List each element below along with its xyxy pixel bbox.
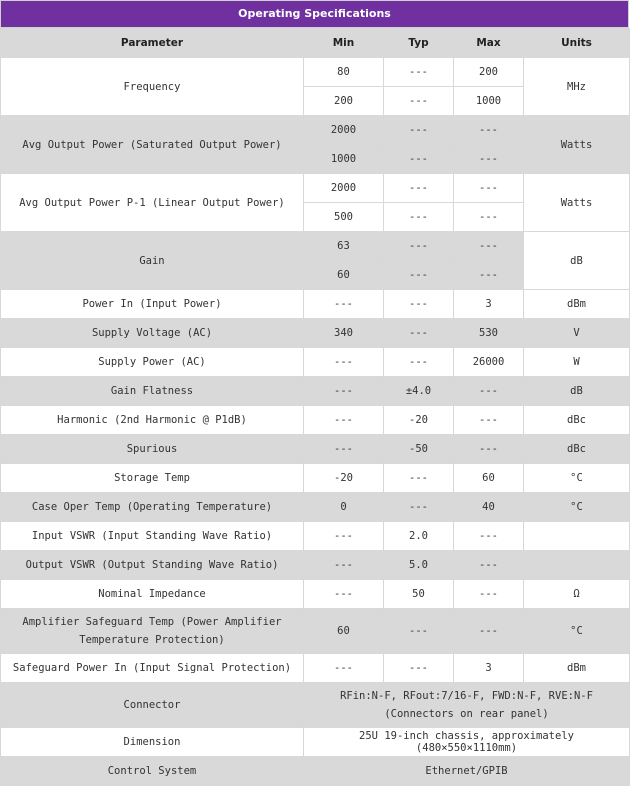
max-cell: --- [454,609,524,654]
typ-cell: -20 [384,406,454,435]
max-cell: 530 [454,319,524,348]
max-cell: --- [454,580,524,609]
param-cell: Supply Voltage (AC) [1,319,304,348]
param-cell: Supply Power (AC) [1,348,304,377]
param-cell: Amplifier Safeguard Temp (Power Amplifier Temperature Protection) [1,609,304,654]
header-parameter: Parameter [1,29,304,58]
min-cell: 500 [304,203,384,232]
header-units: Units [524,29,630,58]
control-label: Control System [1,757,304,786]
max-cell: --- [454,406,524,435]
units-cell: °C [524,464,630,493]
max-cell: --- [454,174,524,203]
units-cell: Watts [524,174,630,232]
param-cell: Case Oper Temp (Operating Temperature) [1,493,304,522]
typ-cell: ±4.0 [384,377,454,406]
typ-cell: --- [384,261,454,290]
table-row [1,348,630,377]
typ-cell: --- [384,145,454,174]
units-cell: W [524,348,630,377]
table-row [1,551,630,580]
units-cell: Ω [524,580,630,609]
min-cell: 63 [304,232,384,261]
dimension-label: Dimension [1,728,304,757]
typ-cell: 50 [384,580,454,609]
control-value: Ethernet/GPIB [304,757,630,786]
units-cell: Watts [524,116,630,174]
min-cell: -20 [304,464,384,493]
param-cell: Input VSWR (Input Standing Wave Ratio) [1,522,304,551]
typ-cell: --- [384,87,454,116]
param-cell: Gain Flatness [1,377,304,406]
units-cell [524,522,630,551]
units-cell: V [524,319,630,348]
min-cell: --- [304,348,384,377]
units-cell: dBm [524,290,630,319]
header-max: Max [454,29,524,58]
param-cell: Nominal Impedance [1,580,304,609]
units-cell: dB [524,232,630,290]
table-row [1,406,630,435]
table-row [1,493,630,522]
min-cell: --- [304,522,384,551]
param-cell: Output VSWR (Output Standing Wave Ratio) [1,551,304,580]
units-cell: °C [524,609,630,654]
dimension-value: 25U 19-inch chassis, approximately (480×550×1110mm) [304,728,630,757]
table-row [1,464,630,493]
max-cell: 1000 [454,87,524,116]
max-cell: --- [454,261,524,290]
min-cell: --- [304,551,384,580]
param-cell: Spurious [1,435,304,464]
units-cell: dBc [524,406,630,435]
table-row [1,683,630,728]
units-cell: dBc [524,435,630,464]
units-cell: MHz [524,58,630,116]
min-cell: --- [304,654,384,683]
typ-cell: --- [384,609,454,654]
max-cell: 26000 [454,348,524,377]
max-cell: 3 [454,654,524,683]
param-cell: Frequency [1,58,304,116]
min-cell: 2000 [304,116,384,145]
param-cell: Harmonic (2nd Harmonic @ P1dB) [1,406,304,435]
min-cell: 60 [304,261,384,290]
connector-label: Connector [1,683,304,728]
table-row [1,654,630,683]
table-row [1,609,630,654]
min-cell: 60 [304,609,384,654]
table-row [1,435,630,464]
typ-cell: --- [384,174,454,203]
table-row [1,319,630,348]
min-cell: 340 [304,319,384,348]
units-cell [524,551,630,580]
max-cell: 40 [454,493,524,522]
typ-cell: --- [384,116,454,145]
max-cell: --- [454,435,524,464]
param-cell: Power In (Input Power) [1,290,304,319]
param-cell: Avg Output Power (Saturated Output Power) [1,116,304,174]
typ-cell: --- [384,348,454,377]
connector-value: RFin:N-F, RFout:7/16-F, FWD:N-F, RVE:N-F (Connectors on rear panel) [304,683,630,728]
typ-cell: -50 [384,435,454,464]
typ-cell: --- [384,232,454,261]
max-cell: --- [454,232,524,261]
table-row [1,728,630,757]
param-cell: Gain [1,232,304,290]
min-cell: --- [304,377,384,406]
table-row [1,580,630,609]
min-cell: 80 [304,58,384,87]
max-cell: --- [454,203,524,232]
min-cell: 0 [304,493,384,522]
typ-cell: --- [384,319,454,348]
typ-cell: --- [384,203,454,232]
units-cell: °C [524,493,630,522]
max-cell: 60 [454,464,524,493]
units-cell: dB [524,377,630,406]
min-cell: --- [304,580,384,609]
max-cell: --- [454,551,524,580]
table-row [1,116,630,145]
min-cell: --- [304,290,384,319]
param-cell: Storage Temp [1,464,304,493]
max-cell: --- [454,522,524,551]
max-cell: 200 [454,58,524,87]
table-row [1,757,630,786]
units-cell: dBm [524,654,630,683]
min-cell: 1000 [304,145,384,174]
min-cell: 2000 [304,174,384,203]
table-row [1,290,630,319]
typ-cell: --- [384,58,454,87]
typ-cell: 5.0 [384,551,454,580]
table-row [1,522,630,551]
param-cell: Safeguard Power In (Input Signal Protection) [1,654,304,683]
table-title: Operating Specifications [0,0,629,28]
table-row [1,377,630,406]
table-row [1,58,630,87]
typ-cell: 2.0 [384,522,454,551]
header-min: Min [304,29,384,58]
min-cell: --- [304,435,384,464]
header-row [1,29,630,58]
max-cell: --- [454,145,524,174]
typ-cell: --- [384,654,454,683]
header-typ: Typ [384,29,454,58]
typ-cell: --- [384,290,454,319]
min-cell: --- [304,406,384,435]
max-cell: --- [454,377,524,406]
table-row [1,174,630,203]
typ-cell: --- [384,464,454,493]
min-cell: 200 [304,87,384,116]
max-cell: --- [454,116,524,145]
typ-cell: --- [384,493,454,522]
table-row [1,232,630,261]
specifications-table [0,28,630,786]
param-cell: Avg Output Power P-1 (Linear Output Power) [1,174,304,232]
max-cell: 3 [454,290,524,319]
